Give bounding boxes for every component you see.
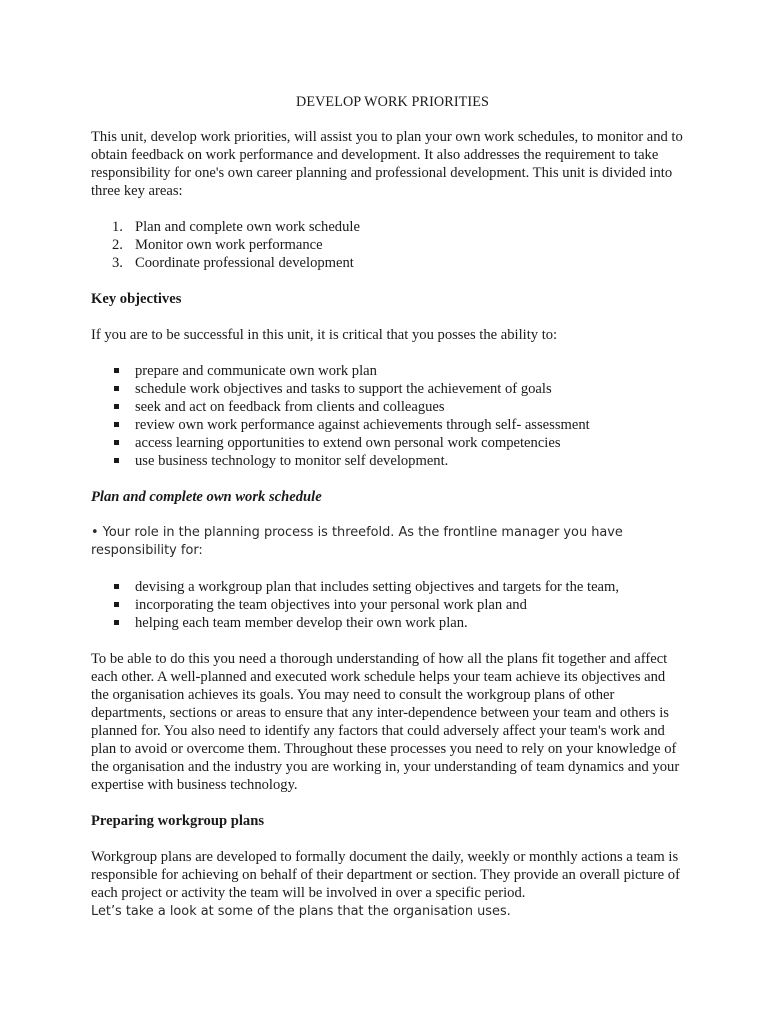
- list-number: 3.: [112, 255, 123, 271]
- key-objectives-heading: Key objectives: [91, 291, 182, 307]
- understanding-paragraph: To be able to do this you need a thorough understanding of how all the plans fit together and affect each other. A well-planned and executed work schedule helps your team achieve its objectives and the organisation achieves its goals. You may need to consult the workgroup plans of other departments, sections or areas to ensure that any inter-dependence between your team and others is planned for. You also need to identify any factors that could adversely affect your team's work and plan to avoid or overcome them. Throughout these processes you need to rely on your knowledge of the organisation and the industry you are working in, your understanding of team dynamics and your expertise with business technology.: [91, 651, 680, 793]
- objectives-list: [91, 362, 686, 470]
- square-bullet-icon: [114, 458, 119, 463]
- square-bullet-icon: [114, 368, 119, 373]
- workgroup-paragraph: [91, 848, 686, 921]
- workgroup-paragraph-text: Workgroup plans are developed to formally document the daily, weekly or monthly actions a team is responsible for achieving on behalf of their department or section. They provide an overall picture of each project or activity the team will be involved in over a specific period.: [91, 849, 680, 901]
- list-item: [91, 218, 686, 236]
- list-item: [91, 398, 686, 416]
- list-item-text: prepare and communicate own work plan: [135, 363, 377, 379]
- list-item: [91, 434, 686, 452]
- key-areas-list: [91, 218, 686, 272]
- square-bullet-icon: [114, 386, 119, 391]
- list-item-text: schedule work objectives and tasks to support the achievement of goals: [135, 381, 552, 397]
- list-item-text: access learning opportunities to extend own personal work competencies: [135, 435, 561, 451]
- intro-paragraph: This unit, develop work priorities, will assist you to plan your own work schedules, to monitor and to obtain feedback on work performance and development. It also addresses the requirement to take responsibility for one's own career planning and professional development. This unit is divided into three key areas:: [91, 129, 683, 199]
- list-item-text: Coordinate professional development: [135, 255, 354, 271]
- square-bullet-icon: [114, 440, 119, 445]
- list-number: 1.: [112, 219, 123, 235]
- square-bullet-icon: [114, 422, 119, 427]
- list-item-text: use business technology to monitor self development.: [135, 453, 449, 469]
- list-item: [91, 452, 686, 470]
- role-paragraph: • Your role in the planning process is threefold. As the frontline manager you have responsibility for:: [91, 525, 623, 558]
- list-item: [91, 236, 686, 254]
- square-bullet-icon: [114, 404, 119, 409]
- list-item: [91, 578, 686, 596]
- plan-schedule-heading: Plan and complete own work schedule: [91, 489, 322, 505]
- list-item: [91, 596, 686, 614]
- document-body: [91, 93, 686, 939]
- document-title: DEVELOP WORK PRIORITIES: [295, 94, 490, 110]
- list-item-text: seek and act on feedback from clients and colleagues: [135, 399, 445, 415]
- square-bullet-icon: [114, 602, 119, 607]
- list-item: [91, 614, 686, 632]
- key-objectives-intro: If you are to be successful in this unit, it is critical that you posses the ability to:: [91, 327, 558, 343]
- workgroup-plans-heading: Preparing workgroup plans: [91, 813, 264, 829]
- square-bullet-icon: [114, 620, 119, 625]
- list-item-text: review own work performance against achievements through self- assessment: [135, 417, 590, 433]
- list-item-text: helping each team member develop their own work plan.: [135, 615, 468, 631]
- list-item-text: Plan and complete own work schedule: [135, 219, 360, 235]
- list-item-text: Monitor own work performance: [135, 237, 323, 253]
- list-item: [91, 254, 686, 272]
- list-item: [91, 416, 686, 434]
- responsibilities-list: [91, 578, 686, 632]
- list-item-text: devising a workgroup plan that includes setting objectives and targets for the team,: [135, 579, 620, 595]
- list-item-text: incorporating the team objectives into your personal work plan and: [135, 597, 527, 613]
- square-bullet-icon: [114, 584, 119, 589]
- list-number: 2.: [112, 237, 123, 253]
- list-item: [91, 362, 686, 380]
- list-item: [91, 380, 686, 398]
- workgroup-paragraph-tail: Let’s take a look at some of the plans that the organisation uses.: [91, 904, 511, 919]
